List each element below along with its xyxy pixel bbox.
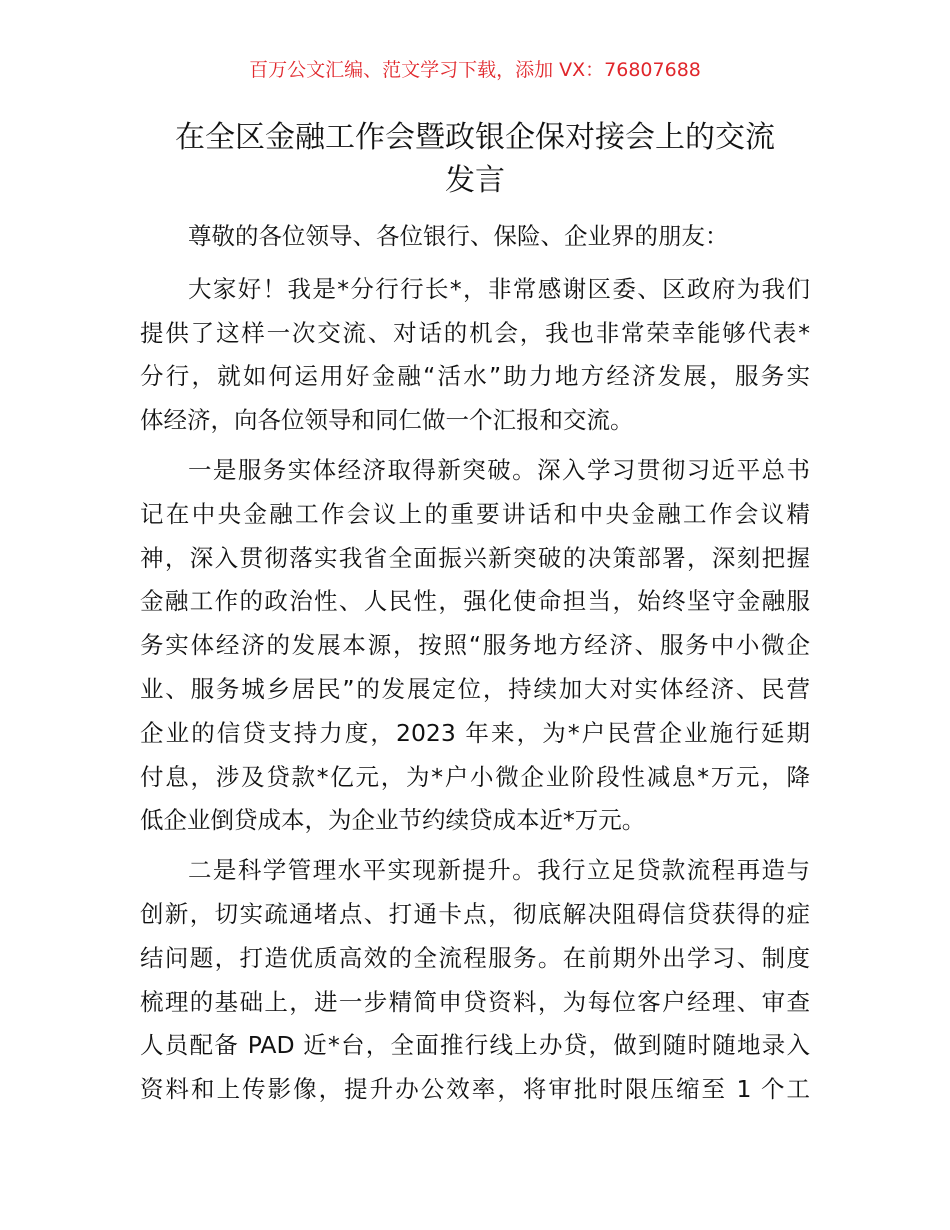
paragraph-line: 提供了这样一次交流、对话的机会，我也非常荣幸能够代表* bbox=[140, 318, 810, 347]
paragraph-line: 一是服务实体经济取得新突破。深入学习贯彻习近平总书 bbox=[188, 455, 810, 484]
document-title bbox=[140, 116, 810, 202]
paragraph-line: 记在中央金融工作会议上的重要讲话和中央金融工作会议精 bbox=[140, 499, 810, 528]
paragraph-line: 业、服务城乡居民”的发展定位，持续加大对实体经济、民营 bbox=[140, 674, 810, 703]
paragraph-line: 梳理的基础上，进一步精简申贷资料，为每位客户经理、审查 bbox=[140, 987, 810, 1016]
watermark-header: 百万公文汇编、范文学习下载，添加 VX：76807688 bbox=[249, 59, 701, 81]
paragraph-line: 二是科学管理水平实现新提升。我行立足贷款流程再造与 bbox=[188, 856, 810, 885]
paragraph bbox=[140, 849, 810, 1112]
paragraph-line: 务实体经济的发展本源，按照“服务地方经济、服务中小微企 bbox=[140, 631, 810, 660]
paragraph bbox=[140, 268, 810, 443]
title-line: 在全区金融工作会暨政银企保对接会上的交流 bbox=[175, 120, 775, 155]
paragraph-line: 创新，切实疏通堵点、打通卡点，彻底解决阻碍信贷获得的症 bbox=[140, 899, 810, 928]
paragraph-line: 付息，涉及贷款*亿元，为*户小微企业阶段性减息*万元，降 bbox=[140, 762, 810, 791]
paragraph-line: 人员配备 PAD 近*台，全面推行线上办贷，做到随时随地录入 bbox=[140, 1031, 810, 1060]
paragraph-line: 金融工作的政治性、人民性，强化使命担当，始终坚守金融服 bbox=[140, 587, 810, 616]
paragraph-line: 企业的信贷支持力度，2023 年来，为*户民营企业施行延期 bbox=[140, 718, 810, 747]
paragraph-line: 资料和上传影像，提升办公效率，将审批时限压缩至 1 个工 bbox=[140, 1075, 810, 1104]
paragraph-line: 低企业倒贷成本，为企业节约续贷成本近*万元。 bbox=[140, 806, 646, 835]
document-body bbox=[140, 215, 810, 1118]
paragraph-line: 结问题，打造优质高效的全流程服务。在前期外出学习、制度 bbox=[140, 943, 810, 972]
paragraph-line: 神，深入贯彻落实我省全面振兴新突破的决策部署，深刻把握 bbox=[140, 543, 810, 572]
paragraph bbox=[140, 449, 810, 843]
paragraph-line: 分行，就如何运用好金融“活水”助力地方经济发展，服务实 bbox=[140, 362, 810, 391]
greeting: 尊敬的各位领导、各位银行、保险、企业界的朋友： bbox=[188, 222, 729, 250]
paragraph-line: 大家好！我是*分行行长*，非常感谢区委、区政府为我们 bbox=[188, 274, 810, 303]
title-line: 发言 bbox=[445, 163, 505, 198]
paragraph-line: 体经济，向各位领导和同仁做一个汇报和交流。 bbox=[140, 406, 634, 435]
